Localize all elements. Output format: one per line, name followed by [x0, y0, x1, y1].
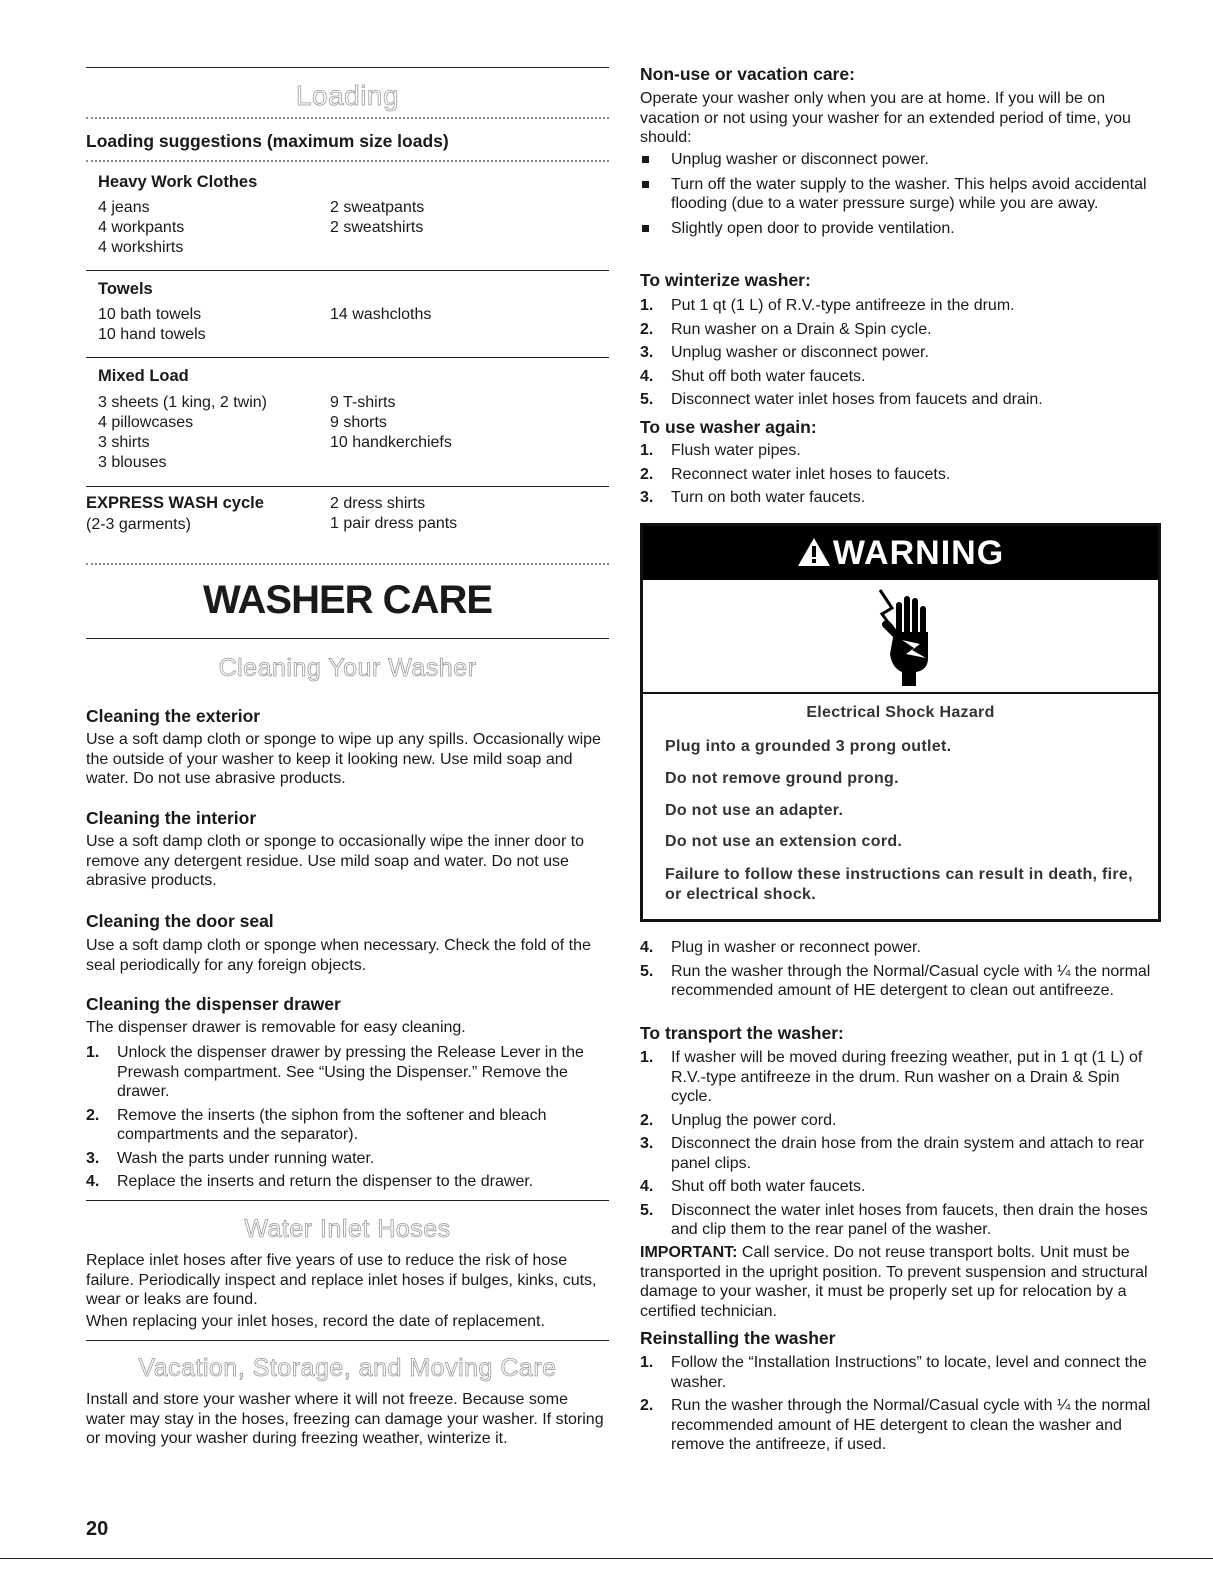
- load-item: 10 bath towels: [98, 306, 202, 323]
- load-group-items-col2: [330, 305, 431, 325]
- list-item: 2. Remove the inserts (the siphon from the softener and bleach compartments and the separator).: [86, 1106, 547, 1143]
- list-item: 5. Run the washer through the Normal/Casual cycle with ¼ the normal recommended amount of HE detergent to clean out antifreeze.: [640, 962, 1151, 999]
- load-group-title: Heavy Work Clothes: [98, 173, 258, 191]
- step-text: Plug in washer or reconnect power.: [671, 939, 921, 956]
- list-item: 4. Replace the inserts and return the dispenser to the drawer.: [86, 1173, 534, 1190]
- dispenser-text: The dispenser drawer is removable for easy cleaning.: [86, 1019, 466, 1036]
- transport-title: To transport the washer:: [640, 1023, 844, 1043]
- hazard-title: Electrical Shock Hazard: [806, 704, 995, 721]
- list-item: 4. Plug in washer or reconnect power.: [640, 939, 921, 956]
- load-group-title: Towels: [98, 280, 153, 298]
- list-item: 3. Disconnect the drain hose from the drain system and attach to rear panel clips.: [640, 1135, 1145, 1172]
- page-number: 20: [86, 1518, 109, 1540]
- list-item: 1. If washer will be moved during freezing weather, put in 1 qt (1 L) of R.V.-type antifreeze in the drum. Run washer on a Drain & Spin cycle.: [640, 1049, 1143, 1105]
- warning-header: [643, 526, 1158, 580]
- load-item: 3 sheets (1 king, 2 twin): [98, 394, 267, 411]
- step-text: Unplug washer or disconnect power.: [671, 344, 929, 361]
- step-text: Turn on both water faucets.: [671, 489, 866, 506]
- bullet-text: Unplug washer or disconnect power.: [671, 151, 929, 168]
- step-text: Replace the inserts and return the dispenser to the drawer.: [117, 1173, 534, 1190]
- step-text: Wash the parts under running water.: [117, 1149, 375, 1167]
- important-text: Call service. Do not reuse transport bolts. Unit must be transported in the upright position. To prevent suspension and structural damage to your washer, it must be properly set up for relocation by a certified technician.: [640, 1244, 1148, 1320]
- step-text: If washer will be moved during freezing weather, put in 1 qt (1 L) of R.V.-type antifreeze in the drum. Run washer on a Drain & Spin cycle.: [671, 1049, 1143, 1105]
- vacation-storage-heading: Vacation, Storage, and Moving Care: [138, 1354, 557, 1382]
- load-group-items-col2: [330, 494, 457, 534]
- load-item: 10 hand towels: [98, 326, 206, 343]
- divider: [86, 486, 609, 487]
- list-item: 1. Follow the “Installation Instructions” to locate, level and connect the washer.: [640, 1354, 1147, 1391]
- list-item: 5. Disconnect the water inlet hoses from faucets, then drain the hoses and clip them to the rear panel of the washer.: [640, 1201, 1148, 1238]
- nonuse-bullets: [640, 150, 1161, 243]
- use-again-title: To use washer again:: [640, 417, 817, 437]
- list-item: [640, 150, 1161, 170]
- warning-line: Do not remove ground prong.: [665, 770, 899, 787]
- bullet-text: Slightly open door to provide ventilation.: [671, 219, 955, 237]
- transport-important: [640, 1243, 1161, 1321]
- list-item: 1. Flush water pipes.: [640, 442, 801, 459]
- interior-text: Use a soft damp cloth or sponge to occasionally wipe the inner door to remove any detergent residue. Use mild soap and water. Do not use abrasive products.: [86, 833, 585, 889]
- load-group-items-col2: [330, 198, 424, 238]
- divider: [86, 1340, 609, 1341]
- load-item: 4 jeans: [98, 199, 150, 216]
- step-text: Follow the “Installation Instructions” to locate, level and connect the washer.: [671, 1354, 1147, 1391]
- step-text: Run washer on a Drain & Spin cycle.: [671, 320, 932, 338]
- winterize-steps: [640, 296, 1161, 414]
- inlet-text-2: When replacing your inlet hoses, record the date of replacement.: [86, 1313, 545, 1330]
- step-text: Flush water pipes.: [671, 442, 801, 459]
- load-item: 2 dress shirts: [330, 495, 426, 512]
- footer-rule: [0, 1558, 1213, 1559]
- list-item: 3. Turn on both water faucets.: [640, 489, 866, 506]
- load-item: 3 blouses: [98, 454, 167, 471]
- dotted-divider: [86, 563, 609, 565]
- interior-title: Cleaning the interior: [86, 808, 257, 828]
- load-item: 1 pair dress pants: [330, 515, 458, 532]
- warning-symbol-area: [643, 580, 1158, 694]
- loading-heading: Loading: [295, 80, 400, 111]
- exterior-title: Cleaning the exterior: [86, 706, 261, 726]
- electric-shock-hand-icon: [876, 588, 936, 688]
- nonuse-title: Non-use or vacation care:: [640, 64, 855, 84]
- step-text: Disconnect the water inlet hoses from faucets, then drain the hoses and clip them to the rear panel of the washer.: [671, 1201, 1148, 1238]
- step-text: Run the washer through the Normal/Casual cycle with ¼ the normal recommended amount of HE detergent to clean the washer and remove the antifreeze, if used.: [671, 1397, 1151, 1453]
- divider: [86, 270, 609, 271]
- step-text: Unlock the dispenser drawer by pressing the Release Lever in the Prewash compartment. See “Using the Dispenser.” Remove the drawer.: [117, 1044, 584, 1100]
- exterior-text: Use a soft damp cloth or sponge to wipe up any spills. Occasionally wipe the outside of your washer to keep it looking new. Use mild soap and water. Do not use abrasive products.: [86, 731, 601, 787]
- load-group-items-col2: [330, 393, 452, 453]
- load-item: 4 workpants: [98, 219, 185, 236]
- nonuse-text: Operate your washer only when you are at home. If you will be on vacation or not using your washer for an extended period of time, you should:: [640, 90, 1131, 146]
- list-item: 2. Reconnect water inlet hoses to faucets.: [640, 465, 951, 483]
- load-item: 4 workshirts: [98, 239, 184, 256]
- load-group-items-col1: [98, 393, 267, 473]
- load-item: 14 washcloths: [330, 306, 432, 323]
- list-item: 2. Run the washer through the Normal/Casual cycle with ¼ the normal recommended amount of HE detergent to clean the washer and remove the antifreeze, if used.: [640, 1397, 1151, 1453]
- divider: [86, 67, 609, 68]
- list-item: 5. Disconnect water inlet hoses from faucets and drain.: [640, 391, 1043, 408]
- bullet-text: Turn off the water supply to the washer. This helps avoid accidental flooding (due to a water pressure surge) while you are away.: [671, 175, 1147, 212]
- dispenser-steps: [86, 1043, 609, 1196]
- use-again-steps: [640, 441, 1161, 512]
- warning-failure-text: Failure to follow these instructions can result in death, fire, or electrical shock.: [665, 866, 1133, 903]
- load-item: 3 shirts: [98, 434, 150, 451]
- step-text: Shut off both water faucets.: [671, 367, 866, 385]
- list-item: 3. Wash the parts under running water.: [86, 1149, 375, 1167]
- transport-steps: [640, 1048, 1161, 1244]
- list-item: 4. Shut off both water faucets.: [640, 367, 866, 385]
- warning-line: Plug into a grounded 3 prong outlet.: [665, 738, 952, 755]
- dotted-divider: [86, 117, 609, 119]
- divider: [86, 357, 609, 358]
- vacation-text: Install and store your washer where it will not freeze. Because some water may stay in the hoses, freezing can damage your washer. If storing or moving your washer during freezing weather, winterize it.: [86, 1391, 604, 1447]
- important-label: IMPORTANT:: [640, 1244, 738, 1261]
- list-item: [640, 219, 1161, 239]
- step-text: Shut off both water faucets.: [671, 1178, 866, 1195]
- step-text: Run the washer through the Normal/Casual cycle with ¼ the normal recommended amount of HE detergent to clean out antifreeze.: [671, 962, 1151, 999]
- load-item: 4 pillowcases: [98, 414, 194, 431]
- reinstall-steps: [640, 1353, 1161, 1459]
- list-item: 2. Unplug the power cord.: [640, 1111, 837, 1129]
- load-item: 2 sweatshirts: [330, 219, 424, 236]
- step-text: Disconnect the drain hose from the drain system and attach to rear panel clips.: [671, 1135, 1145, 1172]
- step-text: Disconnect water inlet hoses from faucets and drain.: [671, 391, 1043, 408]
- washer-care-title: WASHER CARE: [202, 578, 493, 622]
- load-group-subtitle: (2-3 garments): [86, 516, 191, 533]
- load-group-items-col1: [98, 305, 206, 345]
- step-text: Reconnect water inlet hoses to faucets.: [671, 465, 951, 483]
- list-item: 1. Unlock the dispenser drawer by pressing the Release Lever in the Prewash compartment. See “Using the Dispenser.” Remove the drawer.: [86, 1044, 584, 1100]
- door-seal-text: Use a soft damp cloth or sponge when necessary. Check the fold of the seal periodically for any foreign objects.: [86, 937, 591, 974]
- dispenser-title: Cleaning the dispenser drawer: [86, 994, 341, 1014]
- dotted-divider: [86, 160, 609, 162]
- warning-triangle-icon: [797, 537, 831, 567]
- load-item: 9 T-shirts: [330, 394, 396, 411]
- door-seal-title: Cleaning the door seal: [86, 911, 274, 931]
- loading-suggestions-title: Loading suggestions (maximum size loads): [86, 131, 449, 151]
- load-group-items-col1: [98, 198, 184, 258]
- warning-line: Do not use an adapter.: [665, 802, 844, 819]
- step-text: Remove the inserts (the siphon from the softener and bleach compartments and the separator).: [117, 1106, 547, 1143]
- load-group-title: Mixed Load: [98, 367, 189, 385]
- load-item: 2 sweatpants: [330, 199, 425, 216]
- step-text: Unplug the power cord.: [671, 1111, 837, 1129]
- list-item: 4. Shut off both water faucets.: [640, 1178, 866, 1195]
- reinstall-title: Reinstalling the washer: [640, 1328, 836, 1348]
- water-inlet-hoses-heading: Water Inlet Hoses: [244, 1215, 451, 1243]
- divider: [86, 1200, 609, 1201]
- list-item: [640, 175, 1161, 214]
- load-item: 10 handkerchiefs: [330, 434, 452, 451]
- list-item: 2. Run washer on a Drain & Spin cycle.: [640, 320, 932, 338]
- list-item: 3. Unplug washer or disconnect power.: [640, 344, 929, 361]
- use-again-steps-continued: [640, 938, 1161, 1005]
- warning-box: [640, 523, 1161, 922]
- divider: [86, 638, 609, 639]
- step-text: Put 1 qt (1 L) of R.V.-type antifreeze in the drum.: [671, 297, 1015, 314]
- list-item: 1. Put 1 qt (1 L) of R.V.-type antifreeze in the drum.: [640, 297, 1015, 314]
- warning-line: Do not use an extension cord.: [665, 833, 903, 850]
- load-item: 9 shorts: [330, 414, 387, 431]
- inlet-text: Replace inlet hoses after five years of use to reduce the risk of hose failure. Periodically inspect and replace inlet hoses if bulges, kinks, cuts, wear or leaks are found.: [86, 1252, 597, 1308]
- winterize-title: To winterize washer:: [640, 270, 811, 290]
- warning-label: WARNING: [832, 534, 1005, 572]
- cleaning-your-washer-heading: Cleaning Your Washer: [218, 654, 477, 682]
- load-group-title: EXPRESS WASH cycle: [86, 494, 264, 512]
